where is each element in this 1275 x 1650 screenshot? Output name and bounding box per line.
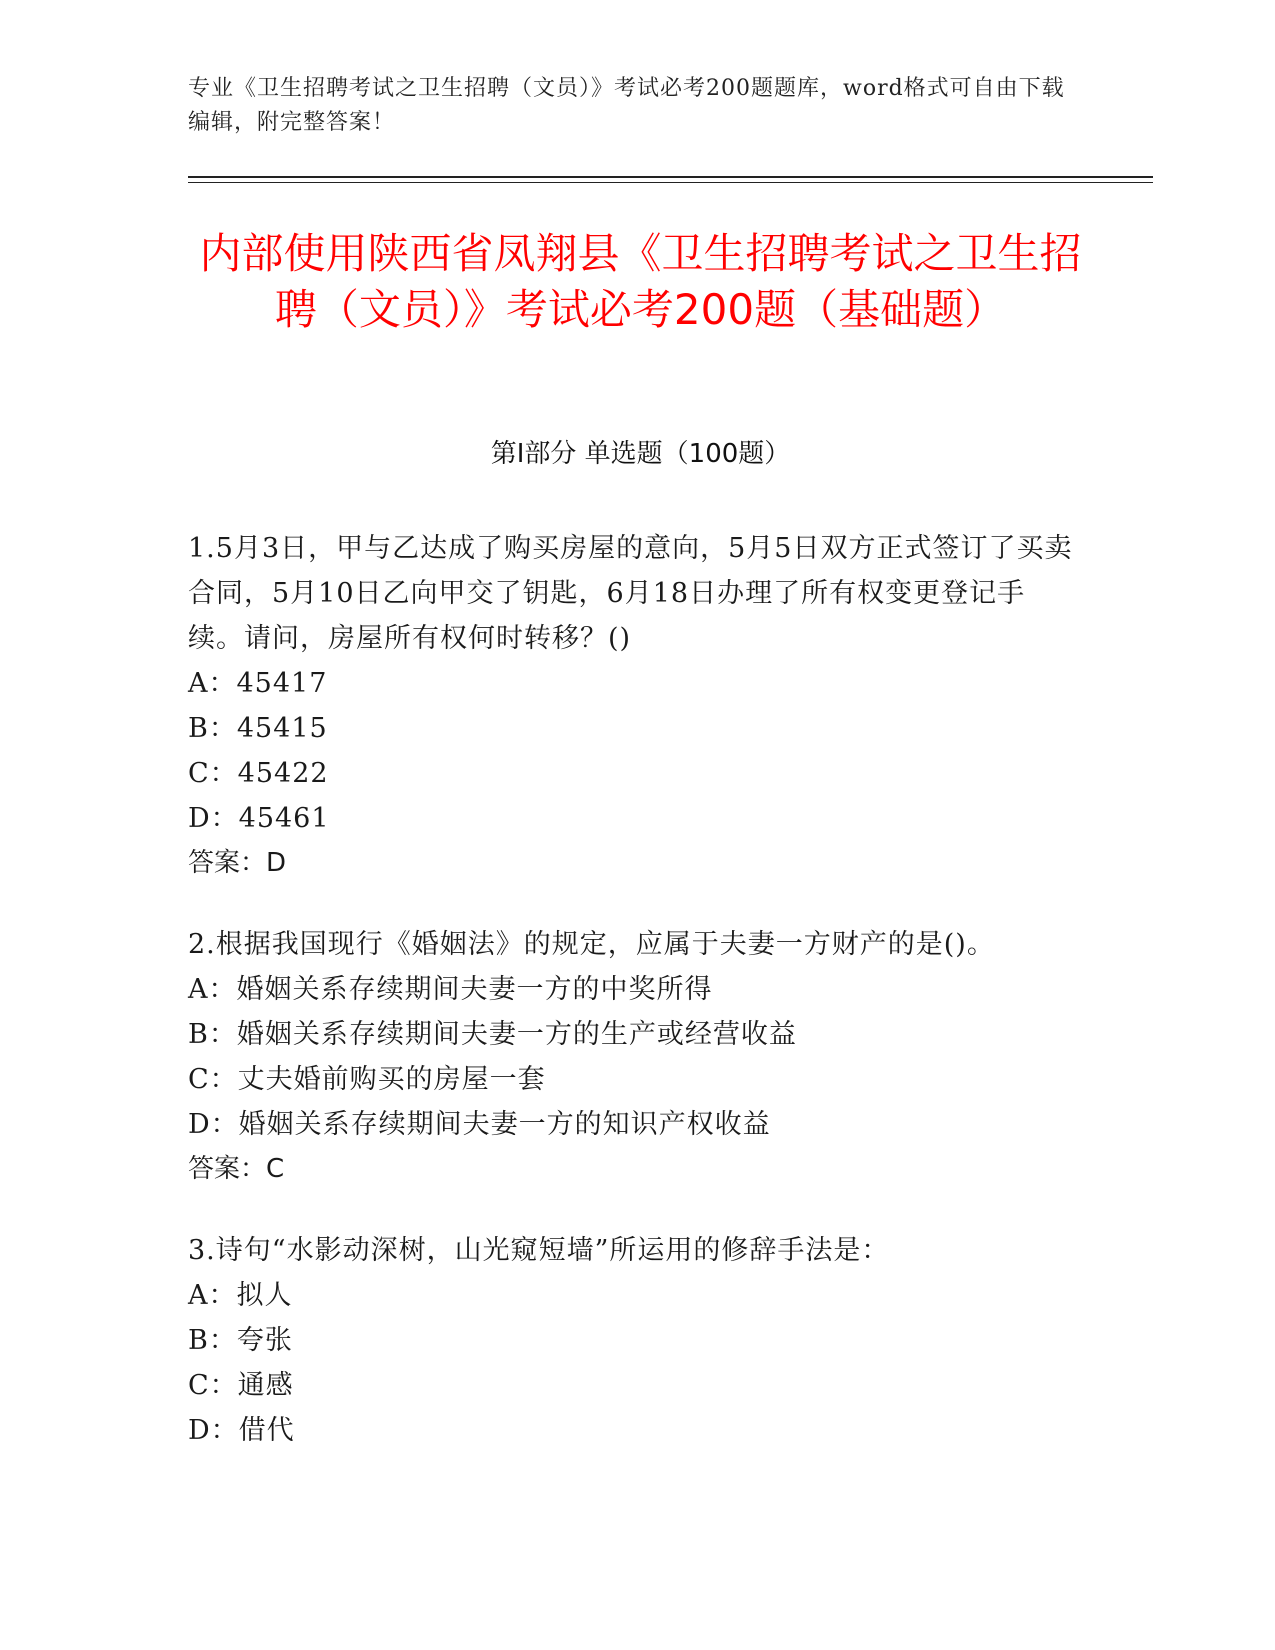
header-note: 专业《卫生招聘考试之卫生招聘（文员）》考试必考200题题库，word格式可自由下载编辑，附完整答案！ (188, 76, 1065, 135)
question-stem: 3.诗句“水影动深树，山光窥短墙”所运用的修辞手法是： (188, 1235, 890, 1266)
option-c: C：丈夫婚前购买的房屋一套 (188, 1064, 546, 1095)
option-a: A：45417 (188, 668, 328, 699)
option-c: C：45422 (188, 758, 329, 789)
answer-line: 答案：D (188, 848, 287, 878)
option-c: C：通感 (188, 1370, 294, 1401)
section-heading: 第I部分 单选题（100题） (490, 439, 791, 469)
header-rule-thick (188, 176, 1153, 178)
option-d: D：45461 (188, 803, 330, 834)
question-3 (188, 1228, 1078, 1453)
header-rule-thin (188, 182, 1153, 183)
option-b: B：婚姻关系存续期间夫妻一方的生产或经营收益 (188, 1019, 797, 1050)
question-1 (188, 526, 1078, 886)
option-b: B：夸张 (188, 1325, 293, 1356)
option-a: A：拟人 (188, 1280, 293, 1311)
option-b: B：45415 (188, 713, 328, 744)
option-d: D：婚姻关系存续期间夫妻一方的知识产权收益 (188, 1109, 771, 1140)
question-stem: 1.5月3日，甲与乙达成了购买房屋的意向，5月5日双方正式签订了买卖合同，5月10日乙向甲交了钥匙，6月18日办理了所有权变更登记手续。请问，房屋所有权何时转移？() (188, 533, 1073, 654)
question-list (188, 526, 1078, 1489)
answer-line: 答案：C (188, 1154, 285, 1184)
option-a: A：婚姻关系存续期间夫妻一方的中奖所得 (188, 974, 713, 1005)
question-stem: 2.根据我国现行《婚姻法》的规定，应属于夫妻一方财产的是()。 (188, 929, 995, 960)
option-d: D：借代 (188, 1415, 295, 1446)
document-title: 内部使用陕西省凤翔县《卫生招聘考试之卫生招聘（文员）》考试必考200题（基础题） (199, 229, 1082, 334)
question-2 (188, 922, 1078, 1192)
